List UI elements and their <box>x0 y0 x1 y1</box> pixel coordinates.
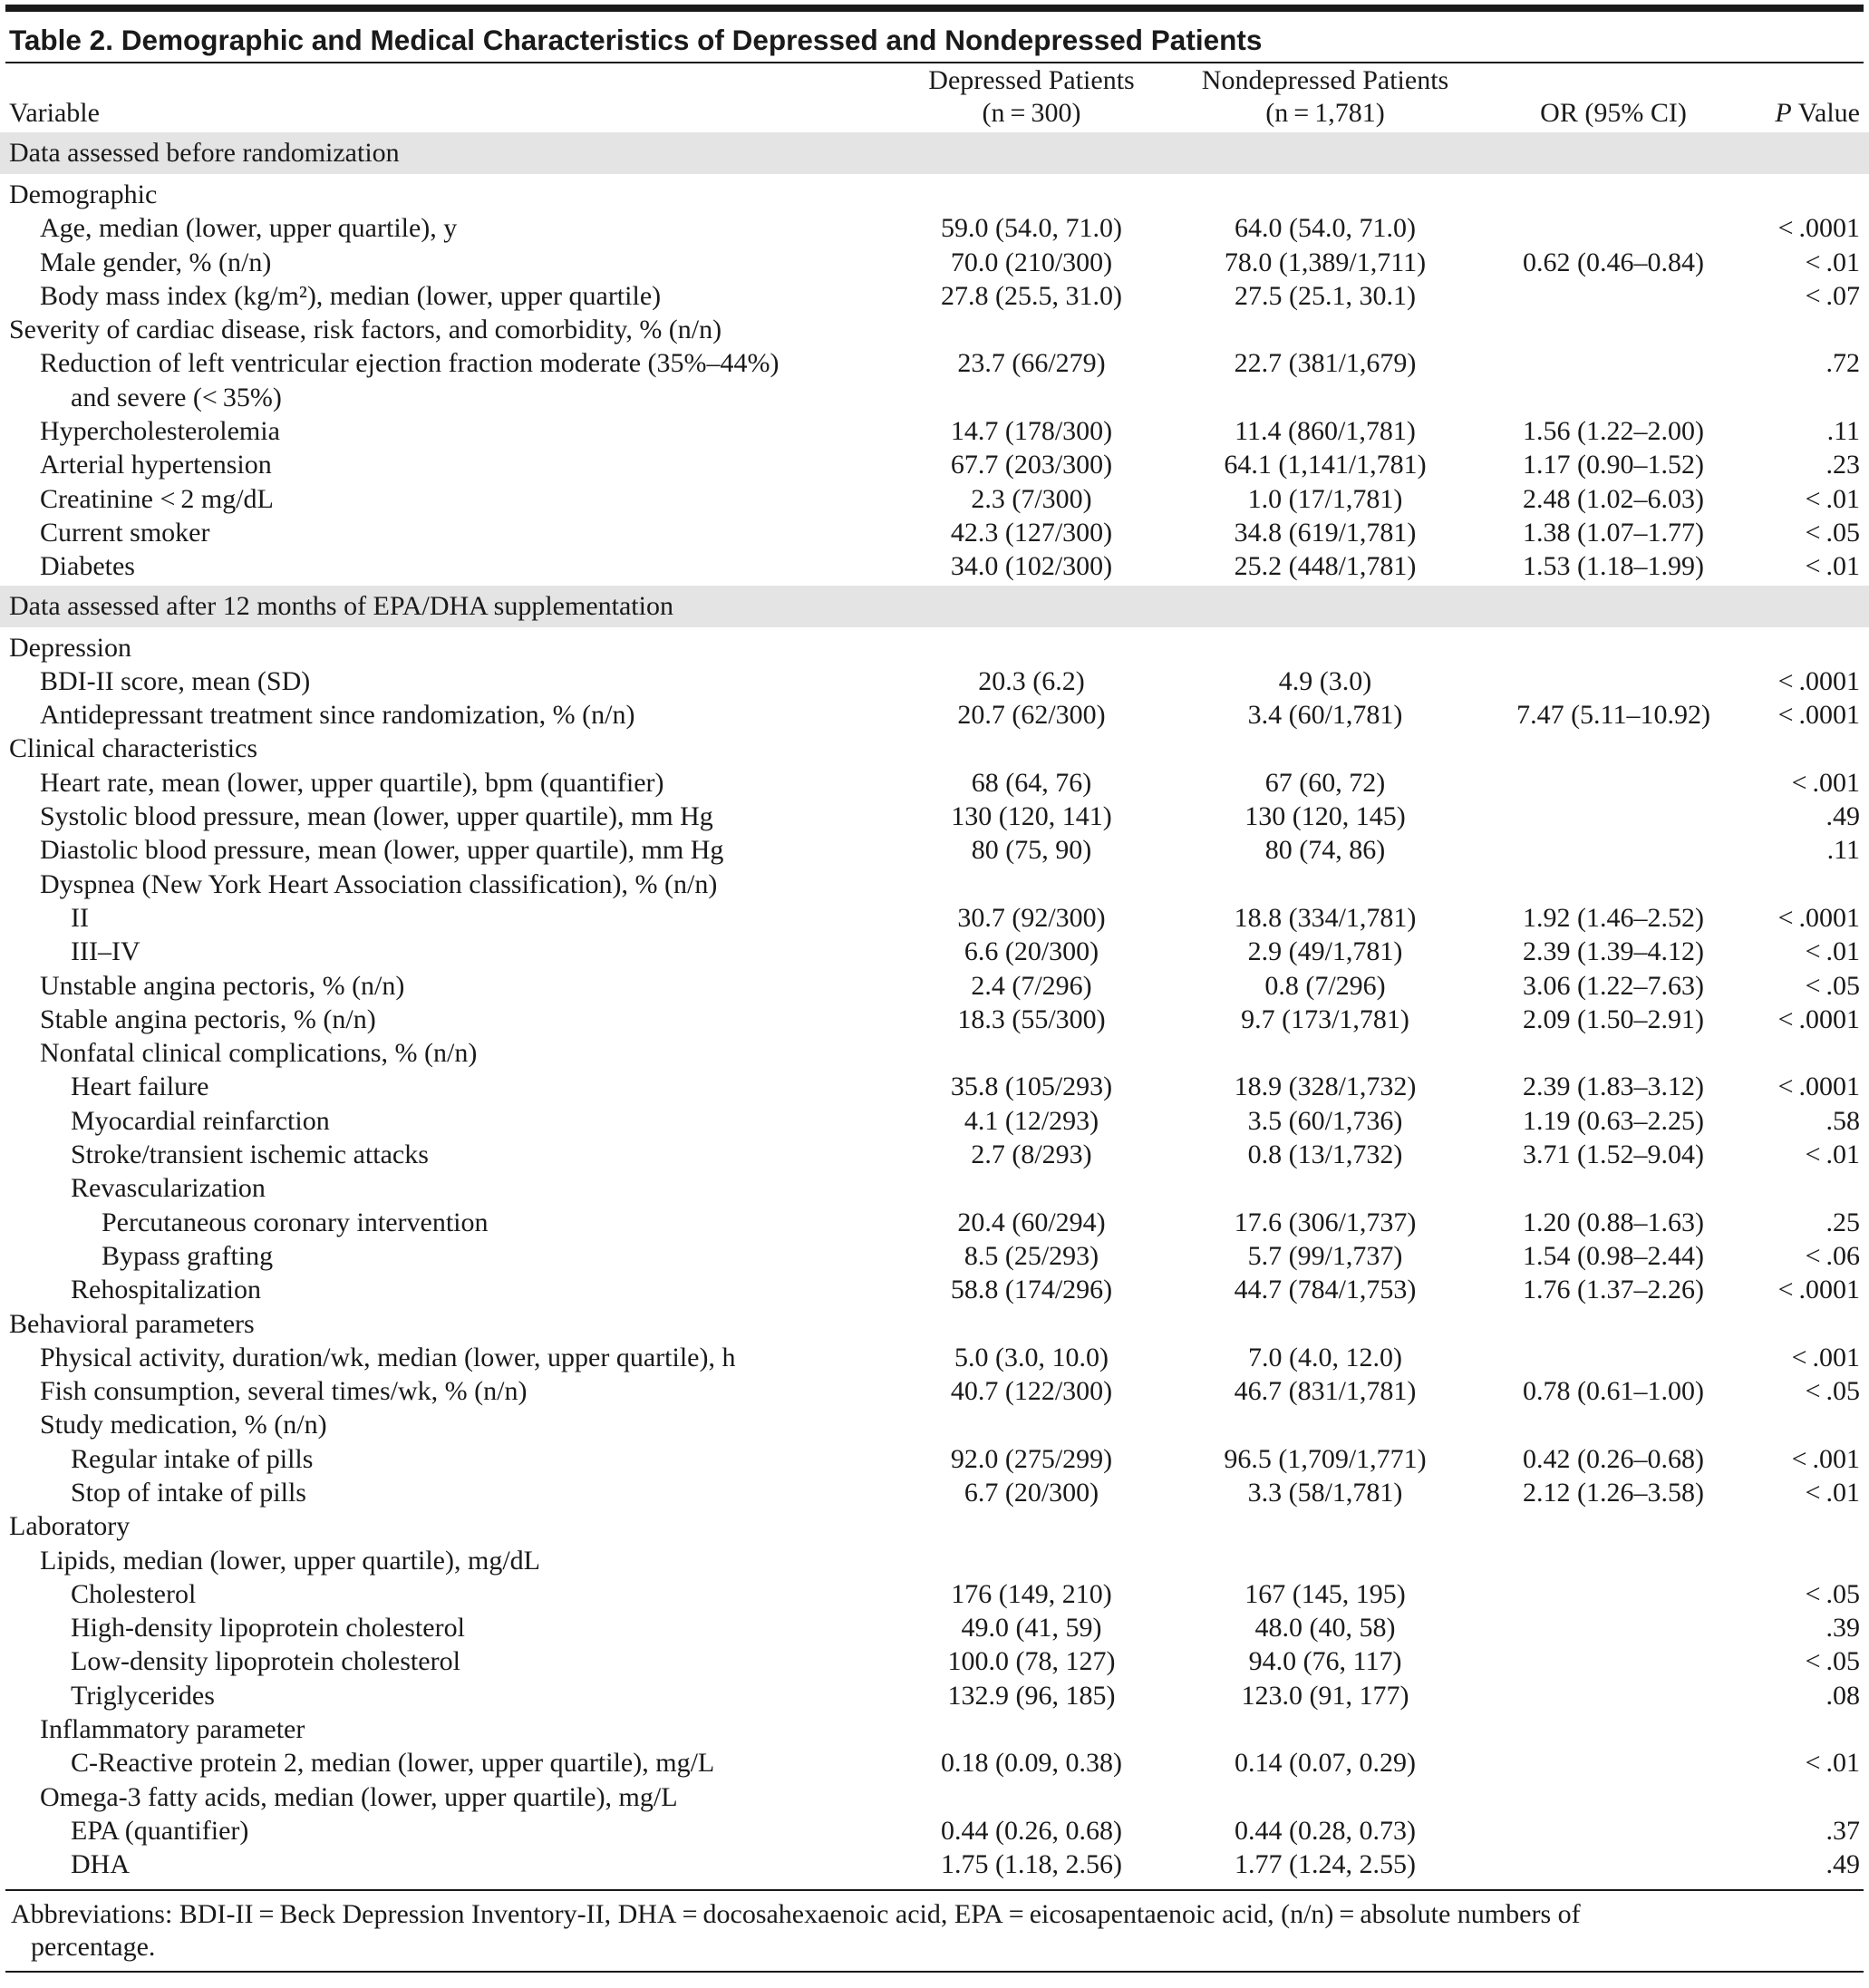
p-value: .11 <box>1826 835 1860 866</box>
p-value: < .0001 <box>1777 213 1860 244</box>
nondepressed-value: 22.7 (381/1,679) <box>1234 348 1417 379</box>
row-variable-text: Nonfatal clinical complications, % (n/n) <box>40 1038 478 1069</box>
table-row <box>0 1442 1869 1476</box>
nondepressed-value: 7.0 (4.0, 12.0) <box>1248 1342 1402 1372</box>
row-variable-text: Reduction of left ventricular ejection fraction moderate (35%–44%) <box>40 348 780 379</box>
row-variable <box>40 664 310 698</box>
row-variable <box>71 1644 460 1678</box>
row-variable-text: EPA (quantifier) <box>71 1815 249 1846</box>
table-row <box>0 1847 1869 1881</box>
nondepressed-value: 44.7 (784/1,753) <box>1234 1275 1417 1305</box>
row-variable <box>40 482 274 516</box>
table-row <box>0 482 1869 516</box>
header-depressed-line1: Depressed Patients <box>928 65 1135 95</box>
depressed-value: 30.7 (92/300) <box>957 902 1106 933</box>
or-ci-value: 7.47 (5.11–10.92) <box>1516 700 1710 731</box>
top-rule <box>5 5 1864 12</box>
or-ci-value: 1.56 (1.22–2.00) <box>1523 416 1704 447</box>
header-or-ci: OR (95% CI) <box>1540 98 1687 128</box>
row-variable <box>9 178 157 211</box>
nondepressed-value: 80 (74, 86) <box>1264 835 1386 866</box>
p-value: .23 <box>1825 450 1860 480</box>
row-variable-text: Revascularization <box>71 1173 266 1204</box>
or-ci-value: 2.12 (1.26–3.58) <box>1523 1477 1704 1508</box>
depressed-value: 70.0 (210/300) <box>950 247 1113 277</box>
row-variable <box>71 1273 261 1306</box>
row-variable-text: Study medication, % (n/n) <box>40 1410 327 1440</box>
table-row <box>0 246 1869 279</box>
row-variable-text: Omega-3 fatty acids, median (lower, upper quartile), mg/L <box>40 1781 678 1812</box>
nondepressed-value: 17.6 (306/1,737) <box>1234 1207 1417 1237</box>
row-variable <box>40 1712 305 1746</box>
depressed-value: 80 (75, 90) <box>971 835 1092 866</box>
row-variable <box>40 414 280 448</box>
row-variable <box>40 516 209 549</box>
table-row <box>0 698 1869 732</box>
nondepressed-value: 34.8 (619/1,781) <box>1234 517 1417 548</box>
depressed-value: 42.3 (127/300) <box>950 517 1113 548</box>
row-variable <box>9 313 721 346</box>
p-value: < .001 <box>1791 767 1860 798</box>
row-variable-text: Cholesterol <box>71 1578 197 1609</box>
depressed-value: 27.8 (25.5, 31.0) <box>941 280 1122 311</box>
row-variable <box>40 1544 540 1577</box>
row-variable <box>40 346 780 414</box>
p-value: < .05 <box>1805 1376 1860 1407</box>
table-row <box>0 800 1869 833</box>
depressed-value: 176 (149, 210) <box>951 1578 1112 1609</box>
or-ci-value: 2.39 (1.83–3.12) <box>1523 1072 1704 1102</box>
depressed-value: 18.3 (55/300) <box>957 1004 1106 1034</box>
depressed-value: 130 (120, 141) <box>951 801 1112 832</box>
row-variable <box>40 1780 678 1814</box>
row-variable-text: Physical activity, duration/wk, median (lower, upper quartile), h <box>40 1342 736 1372</box>
row-variable-text: Heart rate, mean (lower, upper quartile), bpm (quantifier) <box>40 767 664 798</box>
row-variable <box>40 1003 376 1036</box>
row-variable-text: Unstable angina pectoris, % (n/n) <box>40 970 405 1001</box>
row-variable-text: Male gender, % (n/n) <box>40 247 272 277</box>
row-variable-text: Rehospitalization <box>71 1275 261 1305</box>
row-variable-text: Low-density lipoprotein cholesterol <box>71 1646 460 1677</box>
nondepressed-value: 67 (60, 72) <box>1264 767 1386 798</box>
section-row <box>0 586 1869 627</box>
table-row <box>0 664 1869 698</box>
p-value: < .01 <box>1805 1139 1860 1170</box>
or-ci-value: 1.19 (0.63–2.25) <box>1523 1105 1704 1136</box>
or-ci-value: 1.76 (1.37–2.26) <box>1523 1275 1704 1305</box>
row-variable-text: Systolic blood pressure, mean (lower, upper quartile), mm Hg <box>40 801 713 832</box>
nondepressed-value: 18.9 (328/1,732) <box>1234 1072 1417 1102</box>
table-row <box>0 1138 1869 1171</box>
row-variable <box>40 246 271 279</box>
table-row <box>0 901 1869 935</box>
row-variable-text: Fish consumption, several times/wk, % (n/n) <box>40 1376 528 1407</box>
table-row <box>0 1814 1869 1847</box>
depressed-value: 2.3 (7/300) <box>971 483 1092 514</box>
end-rule <box>5 1971 1864 1973</box>
depressed-value: 0.44 (0.26, 0.68) <box>941 1815 1122 1846</box>
p-value: < .0001 <box>1777 1275 1860 1305</box>
nondepressed-value: 0.8 (7/296) <box>1264 970 1386 1001</box>
row-variable <box>40 1374 527 1408</box>
row-variable-text: Severity of cardiac disease, risk factors, and comorbidity, % (n/n) <box>9 315 722 345</box>
row-variable-text: Dyspnea (New York Heart Association classification), % (n/n) <box>40 868 718 899</box>
or-ci-value: 1.53 (1.18–1.99) <box>1523 551 1704 582</box>
row-variable-text: Regular intake of pills <box>71 1443 314 1474</box>
depressed-value: 35.8 (105/293) <box>950 1072 1113 1102</box>
or-ci-value: 1.54 (0.98–2.44) <box>1523 1240 1704 1271</box>
depressed-value: 132.9 (96, 185) <box>947 1680 1116 1711</box>
row-variable-text: Bypass grafting <box>102 1240 274 1271</box>
depressed-value: 6.7 (20/300) <box>964 1477 1099 1508</box>
depressed-value: 0.18 (0.09, 0.38) <box>941 1748 1122 1779</box>
or-ci-value: 1.17 (0.90–1.52) <box>1523 450 1704 480</box>
p-value: < .01 <box>1805 551 1860 582</box>
p-value: < .001 <box>1791 1443 1860 1474</box>
nondepressed-value: 64.1 (1,141/1,781) <box>1224 450 1427 480</box>
table-title: Table 2. Demographic and Medical Characteristics of Depressed and Nondepressed Patients <box>9 24 1263 56</box>
row-variable-text: Creatinine < 2 mg/dL <box>40 483 274 514</box>
row-variable-text: BDI-II score, mean (SD) <box>40 665 311 696</box>
row-variable-text: Behavioral parameters <box>9 1308 255 1339</box>
or-ci-value: 0.78 (0.61–1.00) <box>1523 1376 1704 1407</box>
table-row <box>0 1374 1869 1408</box>
table-row <box>0 414 1869 448</box>
section-label: Data assessed before randomization <box>9 138 400 168</box>
header-p-value <box>1775 96 1860 130</box>
depressed-value: 49.0 (41, 59) <box>961 1613 1102 1644</box>
section-label: Data assessed after 12 months of EPA/DHA supplementation <box>9 590 673 621</box>
nondepressed-value: 11.4 (860/1,781) <box>1235 416 1416 447</box>
row-variable <box>71 1847 130 1881</box>
nondepressed-value: 94.0 (76, 117) <box>1248 1646 1402 1677</box>
row-variable <box>40 868 717 901</box>
table-row <box>0 766 1869 800</box>
row-variable <box>71 1442 313 1476</box>
row-variable-text: Stable angina pectoris, % (n/n) <box>40 1004 376 1034</box>
table-row <box>0 1070 1869 1103</box>
or-ci-value: 0.62 (0.46–0.84) <box>1523 247 1704 277</box>
depressed-value: 4.1 (12/293) <box>964 1105 1099 1136</box>
row-variable <box>40 448 272 481</box>
section-row <box>0 132 1869 174</box>
row-variable <box>9 732 257 765</box>
table-row <box>0 1577 1869 1611</box>
p-value: < .0001 <box>1777 1072 1860 1102</box>
depressed-value: 20.7 (62/300) <box>957 700 1106 731</box>
depressed-value: 34.0 (102/300) <box>950 551 1113 582</box>
nondepressed-value: 2.9 (49/1,781) <box>1247 936 1403 967</box>
p-value: < .01 <box>1805 1748 1860 1779</box>
row-variable <box>71 1577 196 1611</box>
row-variable-text: C-Reactive protein 2, median (lower, upper quartile), mg/L <box>71 1748 715 1779</box>
row-variable-text: High-density lipoprotein cholesterol <box>71 1613 465 1644</box>
group-row <box>0 631 1869 664</box>
depressed-value: 67.7 (203/300) <box>950 450 1113 480</box>
row-variable <box>40 279 661 313</box>
table-row <box>0 1341 1869 1374</box>
nondepressed-value: 123.0 (91, 177) <box>1241 1680 1409 1711</box>
table-row <box>0 448 1869 481</box>
p-value: .37 <box>1825 1815 1860 1846</box>
row-variable-text: Triglycerides <box>71 1680 215 1711</box>
or-ci-value: 3.06 (1.22–7.63) <box>1523 970 1704 1001</box>
depressed-value: 100.0 (78, 127) <box>947 1646 1116 1677</box>
row-variable-text: Diabetes <box>40 551 135 582</box>
row-variable-text: Body mass index (kg/m²), median (lower, upper quartile) <box>40 280 662 311</box>
depressed-value: 20.4 (60/294) <box>957 1207 1106 1237</box>
header-depressed-line2: (n = 300) <box>982 98 1081 128</box>
row-variable <box>40 766 664 800</box>
row-variable-text: Laboratory <box>9 1511 131 1542</box>
table-row <box>0 211 1869 245</box>
table-row <box>0 1003 1869 1036</box>
row-variable <box>102 1206 489 1239</box>
p-value: < .0001 <box>1777 665 1860 696</box>
row-variable-text: Diastolic blood pressure, mean (lower, upper quartile), mm Hg <box>40 835 724 866</box>
table-row <box>0 1206 1869 1239</box>
header-p-rest: Value <box>1791 98 1860 128</box>
row-variable <box>71 1171 266 1205</box>
row-variable <box>71 1138 429 1171</box>
p-value: < .07 <box>1805 280 1860 311</box>
row-variable <box>40 211 457 245</box>
table-row <box>0 1036 1869 1070</box>
table-row <box>0 516 1869 549</box>
nondepressed-value: 0.14 (0.07, 0.29) <box>1235 1748 1416 1779</box>
p-value: .72 <box>1825 348 1860 379</box>
p-value: < .01 <box>1805 936 1860 967</box>
header-p-italic: P <box>1775 98 1792 128</box>
p-value: < .01 <box>1805 483 1860 514</box>
depressed-value: 2.7 (8/293) <box>971 1139 1092 1170</box>
depressed-value: 8.5 (25/293) <box>964 1240 1099 1271</box>
footnote-line1: Abbreviations: BDI-II = Beck Depression Inventory-II, DHA = docosahexaenoic acid, EPA = eicosapentaenoic acid, (n/n) = absolute numbers of <box>11 1899 1581 1929</box>
group-row <box>0 1307 1869 1341</box>
depressed-value: 92.0 (275/299) <box>950 1443 1113 1474</box>
bottom-rule <box>5 1889 1864 1891</box>
group-row <box>0 1509 1869 1543</box>
row-variable <box>40 1341 735 1374</box>
or-ci-value: 1.92 (1.46–2.52) <box>1523 902 1704 933</box>
row-variable-text: II <box>71 902 89 933</box>
row-variable <box>71 1070 208 1103</box>
or-ci-value: 0.42 (0.26–0.68) <box>1523 1443 1704 1474</box>
row-variable <box>9 1509 130 1543</box>
row-variable-text: Depression <box>9 632 131 663</box>
row-variable-text: Demographic <box>9 179 158 209</box>
row-variable <box>71 1611 465 1644</box>
p-value: < .05 <box>1805 517 1860 548</box>
or-ci-value: 2.48 (1.02–6.03) <box>1523 483 1704 514</box>
p-value: .58 <box>1825 1105 1860 1136</box>
depressed-value: 20.3 (6.2) <box>978 665 1085 696</box>
table-row <box>0 1104 1869 1138</box>
p-value: .49 <box>1825 1849 1860 1880</box>
row-variable-text: III–IV <box>71 936 140 967</box>
nondepressed-value: 18.8 (334/1,781) <box>1234 902 1417 933</box>
header-nondepressed-line2: (n = 1,781) <box>1265 98 1385 128</box>
p-value: < .0001 <box>1777 1004 1860 1034</box>
table-row <box>0 346 1869 414</box>
or-ci-value: 1.38 (1.07–1.77) <box>1523 517 1704 548</box>
row-variable <box>9 1307 255 1341</box>
table-row <box>0 1679 1869 1712</box>
row-variable-text: Current smoker <box>40 517 210 548</box>
nondepressed-value: 3.3 (58/1,781) <box>1247 1477 1403 1508</box>
depressed-value: 59.0 (54.0, 71.0) <box>941 213 1122 244</box>
nondepressed-value: 0.8 (13/1,732) <box>1247 1139 1403 1170</box>
row-variable-text: Clinical characteristics <box>9 733 258 764</box>
table-row <box>0 1476 1869 1509</box>
table-row <box>0 1644 1869 1678</box>
row-variable <box>40 549 135 583</box>
row-variable-text: Inflammatory parameter <box>40 1714 305 1745</box>
header-variable: Variable <box>9 98 100 128</box>
nondepressed-value: 64.0 (54.0, 71.0) <box>1235 213 1416 244</box>
nondepressed-value: 27.5 (25.1, 30.1) <box>1235 280 1416 311</box>
row-variable-text: Stroke/transient ischemic attacks <box>71 1139 429 1170</box>
row-variable <box>40 1036 477 1070</box>
depressed-value: 2.4 (7/296) <box>971 970 1092 1001</box>
p-value: .39 <box>1825 1613 1860 1644</box>
depressed-value: 23.7 (66/279) <box>957 348 1106 379</box>
nondepressed-value: 0.44 (0.28, 0.73) <box>1235 1815 1416 1846</box>
group-row <box>0 732 1869 765</box>
row-variable-text-cont: and severe (< 35%) <box>71 382 282 412</box>
table-row <box>0 279 1869 313</box>
p-value: < .05 <box>1805 1578 1860 1609</box>
row-variable <box>71 935 140 968</box>
nondepressed-value: 25.2 (448/1,781) <box>1234 551 1417 582</box>
nondepressed-value: 167 (145, 195) <box>1244 1578 1406 1609</box>
p-value: < .05 <box>1805 1646 1860 1677</box>
table-row <box>0 1408 1869 1441</box>
group-row <box>0 313 1869 346</box>
table-footnote <box>11 1898 1815 1964</box>
table-row <box>0 1712 1869 1746</box>
row-variable <box>9 631 131 664</box>
depressed-value: 6.6 (20/300) <box>964 936 1099 967</box>
nondepressed-value: 96.5 (1,709/1,771) <box>1224 1443 1427 1474</box>
depressed-value: 58.8 (174/296) <box>950 1275 1113 1305</box>
p-value: < .001 <box>1791 1342 1860 1372</box>
header-nondepressed-line1: Nondepressed Patients <box>1201 65 1449 95</box>
or-ci-value: 3.71 (1.52–9.04) <box>1523 1139 1704 1170</box>
nondepressed-value: 130 (120, 145) <box>1244 801 1406 832</box>
table-row <box>0 1239 1869 1273</box>
p-value: .25 <box>1825 1207 1860 1237</box>
table-row <box>0 1171 1869 1205</box>
row-variable <box>71 1679 215 1712</box>
row-variable-text: Percutaneous coronary intervention <box>102 1207 489 1237</box>
table-row <box>0 1544 1869 1577</box>
row-variable <box>40 1408 327 1441</box>
nondepressed-value: 78.0 (1,389/1,711) <box>1224 247 1427 277</box>
table-row <box>0 1780 1869 1814</box>
nondepressed-value: 1.77 (1.24, 2.55) <box>1235 1849 1416 1880</box>
group-row <box>0 178 1869 211</box>
or-ci-value: 2.39 (1.39–4.12) <box>1523 936 1704 967</box>
row-variable <box>40 969 404 1003</box>
depressed-value: 40.7 (122/300) <box>950 1376 1113 1407</box>
table-row <box>0 1273 1869 1306</box>
row-variable <box>40 800 713 833</box>
p-value: < .0001 <box>1777 902 1860 933</box>
row-variable <box>71 1476 306 1509</box>
row-variable-text: Arterial hypertension <box>40 450 272 480</box>
p-value: < .01 <box>1805 1477 1860 1508</box>
nondepressed-value: 48.0 (40, 58) <box>1254 1613 1396 1644</box>
nondepressed-value: 46.7 (831/1,781) <box>1234 1376 1417 1407</box>
table-row <box>0 549 1869 583</box>
p-value: < .06 <box>1805 1240 1860 1271</box>
depressed-value: 1.75 (1.18, 2.56) <box>941 1849 1122 1880</box>
p-value: .49 <box>1825 801 1860 832</box>
depressed-value: 5.0 (3.0, 10.0) <box>954 1342 1109 1372</box>
row-variable-text: Myocardial reinfarction <box>71 1105 330 1136</box>
nondepressed-value: 9.7 (173/1,781) <box>1241 1004 1409 1034</box>
row-variable <box>71 901 89 935</box>
p-value: < .05 <box>1805 970 1860 1001</box>
row-variable-text: Hypercholesterolemia <box>40 416 280 447</box>
depressed-value: 68 (64, 76) <box>971 767 1092 798</box>
row-variable <box>102 1239 273 1273</box>
nondepressed-value: 3.4 (60/1,781) <box>1247 700 1403 731</box>
table-row <box>0 868 1869 901</box>
table-row <box>0 1746 1869 1780</box>
row-variable-text: Heart failure <box>71 1072 209 1102</box>
row-variable <box>71 1814 248 1847</box>
row-variable-text: Stop of intake of pills <box>71 1477 306 1508</box>
depressed-value: 14.7 (178/300) <box>950 416 1113 447</box>
table-body <box>0 132 1869 1882</box>
table-row <box>0 969 1869 1003</box>
or-ci-value: 1.20 (0.88–1.63) <box>1523 1207 1704 1237</box>
footnote-line2: percentage. <box>31 1932 156 1962</box>
row-variable <box>40 698 634 732</box>
row-variable-text: DHA <box>71 1849 130 1880</box>
row-variable-text: Antidepressant treatment since randomization, % (n/n) <box>40 700 635 731</box>
row-variable-text: Lipids, median (lower, upper quartile), mg/dL <box>40 1545 540 1576</box>
row-variable <box>71 1104 330 1138</box>
p-value: .08 <box>1825 1680 1860 1711</box>
table-row <box>0 935 1869 968</box>
or-ci-value: 2.09 (1.50–2.91) <box>1523 1004 1704 1034</box>
p-value: .11 <box>1826 416 1860 447</box>
table-row <box>0 1611 1869 1644</box>
row-variable <box>71 1746 714 1780</box>
nondepressed-value: 1.0 (17/1,781) <box>1247 483 1403 514</box>
row-variable <box>40 833 723 867</box>
nondepressed-value: 5.7 (99/1,737) <box>1247 1240 1403 1271</box>
nondepressed-value: 3.5 (60/1,736) <box>1247 1105 1403 1136</box>
p-value: < .01 <box>1805 247 1860 277</box>
row-variable-text: Age, median (lower, upper quartile), y <box>40 213 458 244</box>
p-value: < .0001 <box>1777 700 1860 731</box>
nondepressed-value: 4.9 (3.0) <box>1278 665 1372 696</box>
table-row <box>0 833 1869 867</box>
